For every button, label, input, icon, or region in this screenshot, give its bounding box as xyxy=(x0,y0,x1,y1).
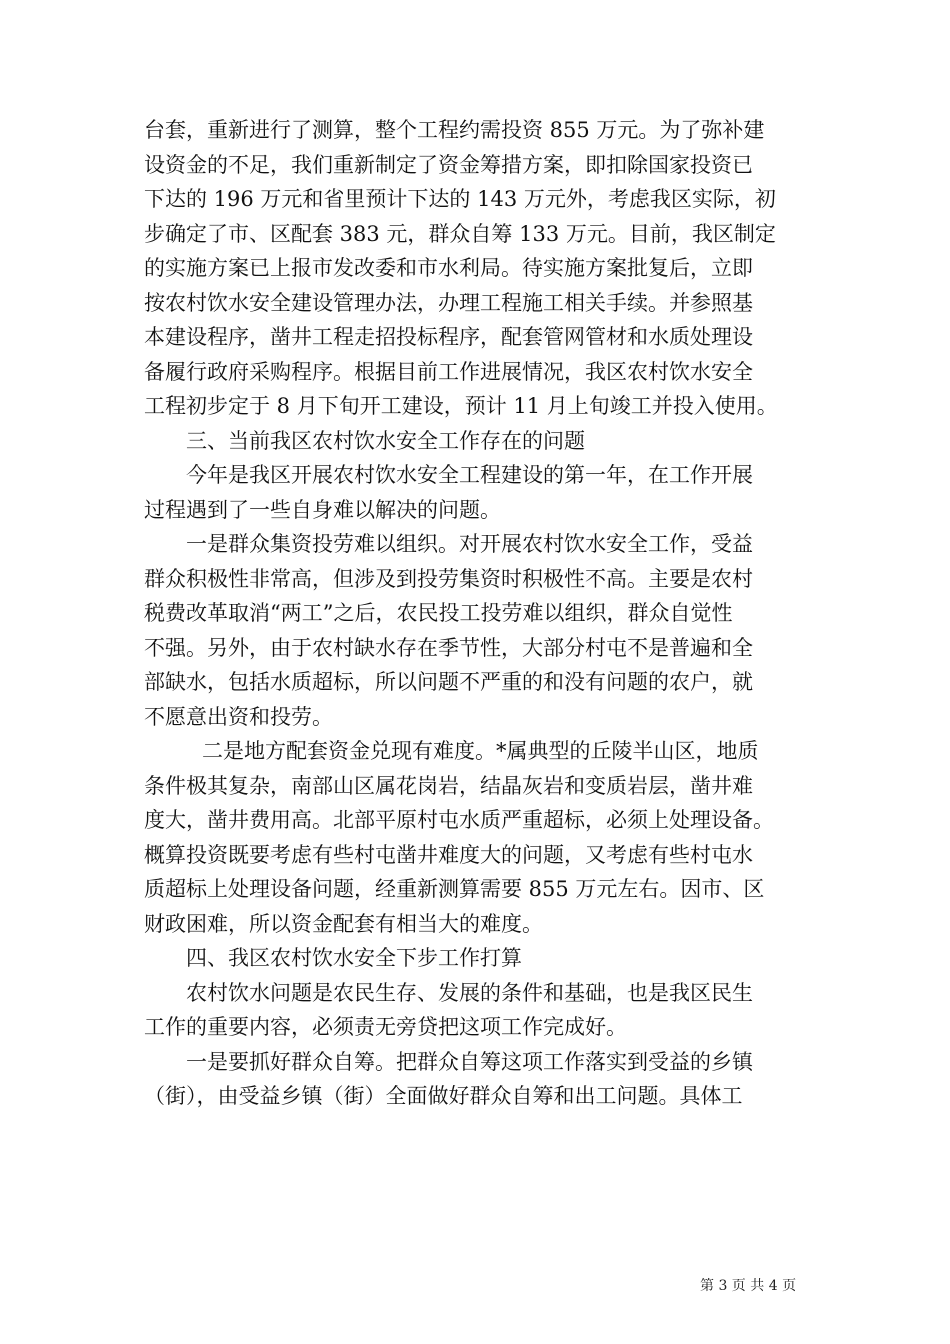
text-line: （街），由受益乡镇（街）全面做好群众自筹和出工问题。具体工 xyxy=(144,1084,743,1108)
text-line: 下达的 196 万元和省里预计下达的 143 万元外，考虑我区实际，初 xyxy=(144,187,776,211)
text-line: 条件极其复杂，南部山区属花岗岩，结晶灰岩和变质岩层，凿井难 xyxy=(144,773,753,798)
text-line: 台套，重新进行了测算，整个工程约需投资 855 万元。为了弥补建 xyxy=(144,118,765,142)
text-line: 农村饮水问题是农民生存、发展的条件和基础，也是我区民生 xyxy=(186,980,753,1005)
page-number-footer: 第 3 页 共 4 页 xyxy=(700,1278,797,1294)
text-line: 部缺水，包括水质超标，所以问题不严重的和没有问题的农户，就 xyxy=(144,670,753,694)
text-line: 群众积极性非常高，但涉及到投劳集资时积极性不高。主要是农村 xyxy=(144,566,753,591)
text-line: 过程遇到了一些自身难以解决的问题。 xyxy=(144,497,501,522)
text-line: 工作的重要内容，必须责无旁贷把这项工作完成好。 xyxy=(144,1015,627,1039)
text-line: 的实施方案已上报市发改委和市水利局。待实施方案批复后，立即 xyxy=(144,256,753,280)
text-line: 步确定了市、区配套 383 元，群众自筹 133 万元。目前，我区制定 xyxy=(144,221,776,246)
text-line: 工程初步定于 8 月下旬开工建设，预计 11 月上旬竣工并投入使用。 xyxy=(144,394,778,418)
text-line: 二是地方配套资金兑现有难度。*属典型的丘陵半山区，地质 xyxy=(202,739,759,763)
text-line: 不愿意出资和投劳。 xyxy=(144,704,333,729)
section-heading: 四、我区农村饮水安全下步工作打算 xyxy=(186,946,522,970)
text-line: 财政困难，所以资金配套有相当大的难度。 xyxy=(144,911,543,936)
text-line: 税费改革取消“两工”之后，农民投工投劳难以组织，群众自觉性 xyxy=(144,601,733,625)
text-line: 质超标上处理设备问题，经重新测算需要 855 万元左右。因市、区 xyxy=(144,877,765,901)
text-line: 一是群众集资投劳难以组织。对开展农村饮水安全工作，受益 xyxy=(186,532,753,556)
text-line: 备履行政府采购程序。根据目前工作进展情况，我区农村饮水安全 xyxy=(144,359,753,384)
text-line: 设资金的不足，我们重新制定了资金筹措方案，即扣除国家投资已 xyxy=(144,152,753,177)
text-line: 本建设程序，凿井工程走招投标程序，配套管网管材和水质处理设 xyxy=(144,325,753,349)
text-line: 不强。另外，由于农村缺水存在季节性，大部分村屯不是普遍和全 xyxy=(144,635,753,660)
text-line: 概算投资既要考虑有些村屯凿井难度大的问题，又考虑有些村屯水 xyxy=(144,842,753,867)
document-body xyxy=(144,113,816,1114)
text-line: 一是要抓好群众自筹。把群众自筹这项工作落实到受益的乡镇 xyxy=(186,1049,753,1074)
text-line: 按农村饮水安全建设管理办法，办理工程施工相关手续。并参照基 xyxy=(144,290,753,315)
text-line: 今年是我区开展农村饮水安全工程建设的第一年，在工作开展 xyxy=(186,463,753,487)
text-line: 度大，凿井费用高。北部平原村屯水质严重超标，必须上处理设备。 xyxy=(144,808,774,832)
section-heading: 三、当前我区农村饮水安全工作存在的问题 xyxy=(186,428,585,453)
